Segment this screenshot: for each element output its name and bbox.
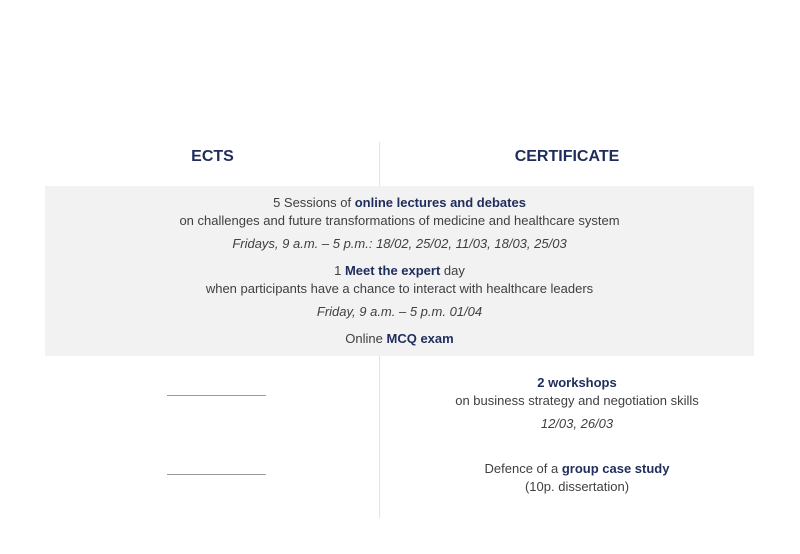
case-study-prefix: Defence of a [484, 461, 562, 476]
workshops-subtitle: on business strategy and negotiation skills [455, 393, 699, 408]
sessions-highlight: online lectures and debates [354, 195, 526, 210]
ects-header: ECTS [191, 148, 234, 165]
case-study-line [380, 461, 774, 477]
sessions-line [45, 195, 754, 211]
sessions-prefix: 5 Sessions of [273, 195, 355, 210]
certificate-header: CERTIFICATE [514, 148, 620, 165]
expert-day-suffix: day [440, 263, 465, 278]
expert-day-prefix: 1 [334, 263, 345, 278]
expert-day-highlight: Meet the expert [344, 263, 441, 278]
case-study-highlight: group case study [561, 461, 670, 476]
workshops-highlight: 2 workshops [537, 375, 617, 390]
exam-highlight: MCQ exam [386, 331, 454, 346]
exam-prefix: Online [345, 331, 387, 346]
expert-day-dates: Friday, 9 a.m. – 5 p.m. 01/04 [316, 304, 483, 319]
expert-day-subtitle: when participants have a chance to interact with healthcare leaders [205, 281, 594, 296]
case-study-subtitle: (10p. dissertation) [524, 479, 630, 494]
sessions-subtitle: on challenges and future transformations of medicine and healthcare system [179, 213, 620, 228]
ects-empty-line-1 [167, 395, 266, 396]
exam-line [45, 331, 754, 347]
workshops-dates: 12/03, 26/03 [540, 416, 614, 431]
expert-day-line [45, 263, 754, 279]
sessions-dates: Fridays, 9 a.m. – 5 p.m.: 18/02, 25/02, 11/03, 18/03, 25/03 [232, 236, 567, 251]
ects-empty-line-2 [167, 474, 266, 475]
workshops-line [380, 375, 774, 391]
